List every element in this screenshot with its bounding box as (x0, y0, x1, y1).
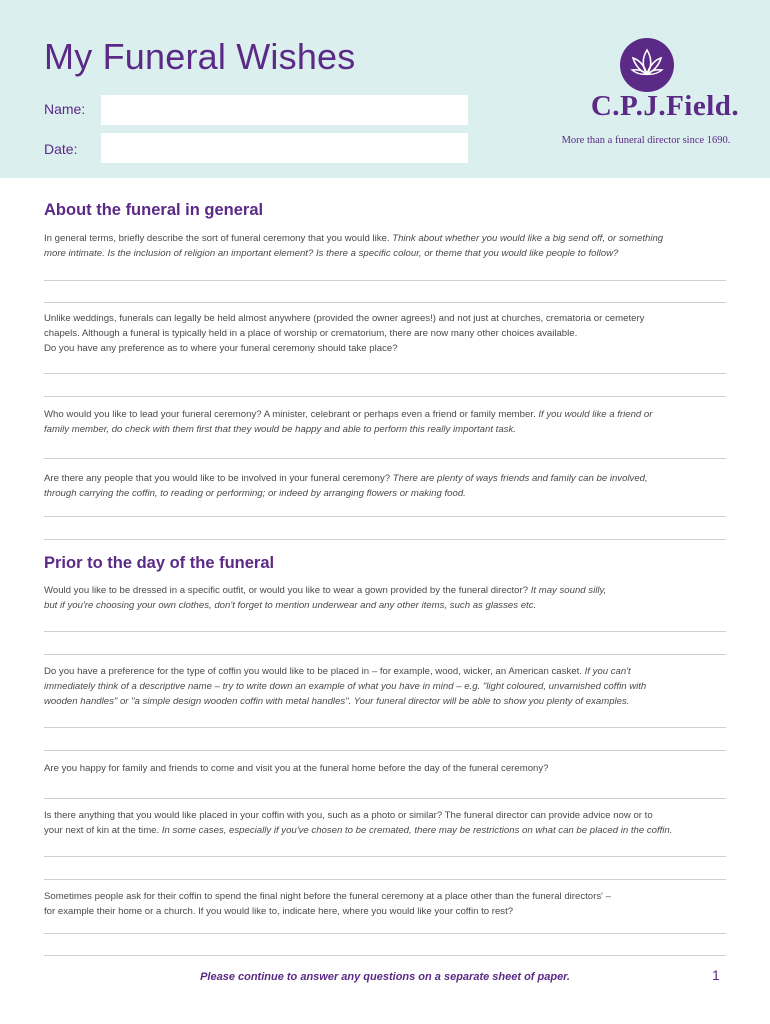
answer-line[interactable] (44, 654, 726, 655)
page-title: My Funeral Wishes (44, 36, 356, 77)
question-segment: Is there anything that you would like placed in your coffin with you, such as a photo or similar? The funeral director can provide advice now or to (44, 810, 653, 821)
question-segment: In general terms, briefly describe the sort of funeral ceremony that you would like. (44, 233, 393, 244)
question-hint: family member, do check with them first that they would be happy and able to perform this really important task. (44, 424, 516, 435)
question-segment: Do you have a preference for the type of coffin you would like to be placed in – for example, wood, wicker, an American casket. (44, 666, 585, 677)
question-text (44, 311, 724, 356)
question-segment: Sometimes people ask for their coffin to spend the final night before the funeral ceremony at a place other than the funeral directors' – (44, 891, 611, 902)
answer-line[interactable] (44, 798, 726, 799)
question-hint: If you can't (584, 666, 631, 677)
question-text (44, 231, 724, 261)
answer-line[interactable] (44, 458, 726, 459)
date-field[interactable] (101, 133, 468, 163)
name-field[interactable] (101, 95, 468, 125)
question-text (44, 889, 724, 919)
question-text (44, 583, 724, 613)
answer-line[interactable] (44, 280, 726, 281)
question-text (44, 664, 724, 709)
page-number: 1 (712, 967, 720, 983)
question-segment: your next of kin at the time. (44, 825, 162, 836)
question-hint: through carrying the coffin, to reading or performing; or indeed by arranging flowers or making food. (44, 488, 466, 499)
question-hint: wooden handles" or "a simple design wooden coffin with metal handles". Your funeral director will be able to show you plenty of examples. (44, 696, 630, 707)
question-segment: Who would you like to lead your funeral ceremony? A minister, celebrant or perhaps even a friend or family member. (44, 409, 539, 420)
question-hint: It may sound silly, (530, 585, 607, 596)
answer-line[interactable] (44, 879, 726, 880)
continue-note: Please continue to answer any questions on a separate sheet of paper. (200, 971, 570, 983)
question-text (44, 407, 724, 437)
question-text (44, 761, 724, 776)
question-segment: for example their home or a church. If you would like to, indicate here, where you would like your coffin to rest? (44, 906, 514, 917)
brand-tagline: More than a funeral director since 1690. (561, 135, 731, 146)
section-heading: About the funeral in general (44, 201, 264, 219)
question-text (44, 471, 724, 501)
question-segment: Are you happy for family and friends to come and visit you at the funeral home before the day of the funeral ceremony? (44, 763, 549, 774)
answer-line[interactable] (44, 856, 726, 857)
question-hint: If you would like a friend or (538, 409, 653, 420)
answer-line[interactable] (44, 750, 726, 751)
answer-line[interactable] (44, 631, 726, 632)
question-hint: In some cases, especially if you've chosen to be cremated, there may be restrictions on what can be placed in the coffin. (161, 825, 673, 836)
question-hint: There are plenty of ways friends and family can be involved, (392, 473, 648, 484)
answer-line[interactable] (44, 539, 726, 540)
answer-line[interactable] (44, 955, 726, 956)
answer-line[interactable] (44, 727, 726, 728)
date-label: Date: (44, 141, 78, 157)
question-segment: Unlike weddings, funerals can legally be held almost anywhere (provided the owner agrees!) and not just at churches, crematoria or cemetery (44, 313, 645, 324)
question-segment: chapels. Although a funeral is typically held in a place of worship or crematorium, there are now many other choices available. (44, 328, 578, 339)
answer-line[interactable] (44, 373, 726, 374)
question-hint: more intimate. Is the inclusion of religion an important element? Is there a specific colour, or theme that you would like people to follow? (44, 248, 619, 259)
answer-line[interactable] (44, 516, 726, 517)
lotus-logo-icon (620, 38, 674, 92)
question-hint: immediately think of a descriptive name – try to write down an example of what you have in mind – e.g. "light coloured, unvarnished coffin with (44, 681, 647, 692)
brand-name: C.P.J.Field. (590, 90, 740, 122)
question-segment: Would you like to be dressed in a specific outfit, or would you like to wear a gown provided by the funeral director? (44, 585, 531, 596)
question-hint: but if you're choosing your own clothes, don't forget to mention underwear and any other items, such as glasses etc. (44, 600, 537, 611)
name-label: Name: (44, 101, 86, 117)
question-text (44, 808, 724, 838)
header-band (0, 0, 770, 178)
answer-line[interactable] (44, 396, 726, 397)
question-hint: Think about whether you would like a big send off, or something (392, 233, 664, 244)
question-segment: Do you have any preference as to where your funeral ceremony should take place? (44, 343, 398, 354)
question-segment: Are there any people that you would like to be involved in your funeral ceremony? (44, 473, 393, 484)
answer-line[interactable] (44, 933, 726, 934)
answer-line[interactable] (44, 302, 726, 303)
section-heading: Prior to the day of the funeral (44, 554, 275, 572)
